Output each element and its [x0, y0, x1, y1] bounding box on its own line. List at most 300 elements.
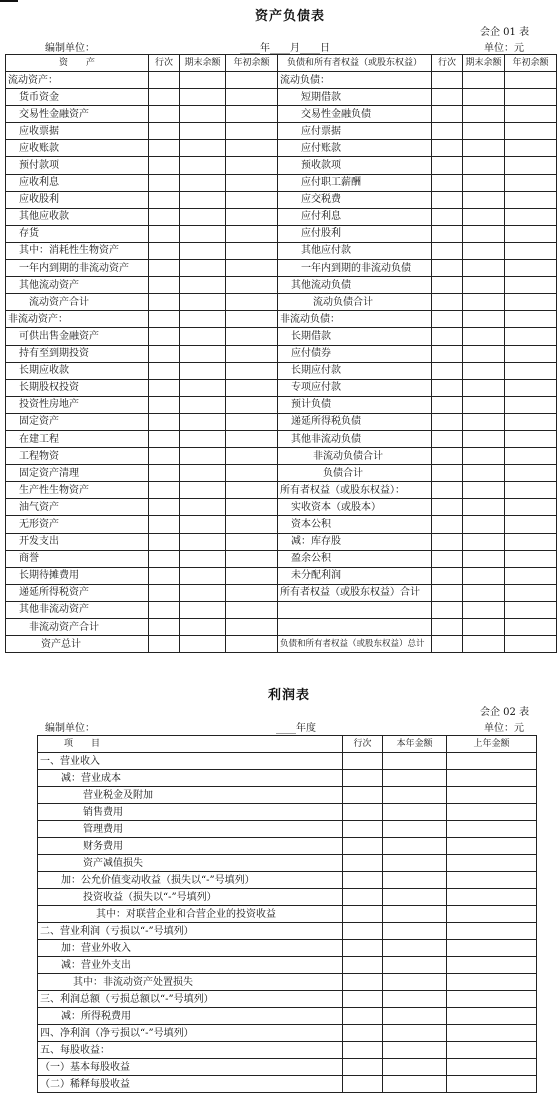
line-no-cell: [343, 838, 383, 855]
table-row: [38, 753, 537, 770]
liability-item-label: 实收资本（或股本）: [278, 499, 432, 516]
current-year-amount-cell: [383, 991, 447, 1008]
income-item-label: 其中：对联营企业和合营企业的投资收益: [38, 906, 343, 923]
asset-closing-balance-cell: [180, 72, 226, 89]
asset-closing-balance-cell: [180, 601, 226, 618]
liability-closing-balance-cell: [463, 311, 505, 328]
asset-opening-balance-cell: [226, 311, 278, 328]
asset-closing-balance-cell: [180, 311, 226, 328]
asset-item-label: 流动资产：: [6, 72, 149, 89]
balance-sheet-table: [5, 54, 557, 653]
liability-opening-balance-cell: [505, 601, 557, 618]
asset-line-no-cell: [149, 601, 180, 618]
asset-item-label: 存货: [6, 225, 149, 242]
current-year-amount-cell: [383, 1042, 447, 1059]
line-no-cell: [343, 770, 383, 787]
asset-opening-balance-cell: [226, 533, 278, 550]
liability-opening-balance-cell: [505, 533, 557, 550]
current-year-amount-cell: [383, 855, 447, 872]
liability-line-no-cell: [432, 516, 463, 533]
line-no-cell: [343, 872, 383, 889]
liability-line-no-cell: [432, 448, 463, 465]
income-item-label: 减：所得税费用: [38, 1008, 343, 1025]
asset-line-no-cell: [149, 277, 180, 294]
prior-year-amount-cell: [447, 1025, 537, 1042]
income-item-label: 投资收益（损失以“-”号填列）: [38, 889, 343, 906]
liability-line-no-cell: [432, 311, 463, 328]
liability-closing-balance-cell: [463, 225, 505, 242]
table-row: [6, 157, 557, 174]
liability-opening-balance-cell: [505, 242, 557, 259]
asset-opening-balance-cell: [226, 448, 278, 465]
liability-opening-balance-cell: [505, 430, 557, 447]
liability-opening-balance-cell: [505, 294, 557, 311]
asset-line-no-cell: [149, 362, 180, 379]
current-year-amount-cell: [383, 957, 447, 974]
liability-line-no-cell: [432, 396, 463, 413]
asset-opening-balance-cell: [226, 379, 278, 396]
asset-opening-balance-cell: [226, 516, 278, 533]
table-row: [6, 362, 557, 379]
liability-closing-balance-cell: [463, 550, 505, 567]
table-row: [38, 838, 537, 855]
table-row: [6, 123, 557, 140]
asset-closing-balance-cell: [180, 260, 226, 277]
liability-closing-balance-cell: [463, 277, 505, 294]
asset-closing-balance-cell: [180, 106, 226, 123]
asset-item-label: 货币资金: [6, 89, 149, 106]
liability-closing-balance-cell: [463, 345, 505, 362]
asset-closing-balance-cell: [180, 567, 226, 584]
asset-closing-balance-cell: [180, 379, 226, 396]
liability-closing-balance-cell: [463, 106, 505, 123]
liability-closing-balance-cell: [463, 584, 505, 601]
liability-opening-balance-cell: [505, 328, 557, 345]
table-row: [6, 619, 557, 636]
income-item-label: 减：营业成本: [38, 770, 343, 787]
liability-item-label: 负债和所有者权益（或股东权益）总计: [278, 636, 432, 653]
table-row: [38, 821, 537, 838]
liability-line-no-cell: [432, 482, 463, 499]
asset-opening-balance-cell: [226, 106, 278, 123]
liability-line-no-cell: [432, 208, 463, 225]
table-row: [38, 770, 537, 787]
balance-sheet-title: 资产负债表: [255, 9, 326, 24]
asset-line-no-cell: [149, 174, 180, 191]
asset-closing-balance-cell: [180, 294, 226, 311]
header-line-no: 行次: [149, 55, 180, 72]
line-no-cell: [343, 821, 383, 838]
asset-line-no-cell: [149, 123, 180, 140]
liability-opening-balance-cell: [505, 550, 557, 567]
header-prior-year: 上年金额: [447, 736, 537, 753]
income-item-label: 五、每股收益：: [38, 1042, 343, 1059]
liability-item-label: 所有者权益（或股东权益）合计: [278, 584, 432, 601]
income-item-label: 加：公允价值变动收益（损失以“-”号填列）: [38, 872, 343, 889]
liability-item-label: 应付票据: [278, 123, 432, 140]
table-row: [6, 225, 557, 242]
asset-closing-balance-cell: [180, 465, 226, 482]
table-row: [6, 413, 557, 430]
liability-opening-balance-cell: [505, 260, 557, 277]
asset-item-label: 一年内到期的非流动资产: [6, 260, 149, 277]
asset-opening-balance-cell: [226, 345, 278, 362]
asset-line-no-cell: [149, 157, 180, 174]
liability-item-label: 应付账款: [278, 140, 432, 157]
asset-opening-balance-cell: [226, 208, 278, 225]
table-row: [6, 174, 557, 191]
prior-year-amount-cell: [447, 1008, 537, 1025]
asset-item-label: 其他流动资产: [6, 277, 149, 294]
income-statement-title: 利润表: [268, 688, 311, 703]
liability-item-label: [278, 601, 432, 618]
table-row: [6, 448, 557, 465]
balance-sheet-form-code: 会企 01 表: [480, 27, 530, 38]
asset-item-label: 资产总计: [6, 636, 149, 653]
liability-line-no-cell: [432, 567, 463, 584]
table-row: [38, 974, 537, 991]
current-year-amount-cell: [383, 1059, 447, 1076]
prior-year-amount-cell: [447, 787, 537, 804]
income-statement-unit: 单位：元: [484, 723, 524, 734]
table-row: [38, 991, 537, 1008]
liability-closing-balance-cell: [463, 208, 505, 225]
liability-closing-balance-cell: [463, 413, 505, 430]
line-no-cell: [343, 1059, 383, 1076]
asset-line-no-cell: [149, 72, 180, 89]
asset-opening-balance-cell: [226, 636, 278, 653]
liability-line-no-cell: [432, 636, 463, 653]
asset-closing-balance-cell: [180, 584, 226, 601]
asset-line-no-cell: [149, 413, 180, 430]
liability-opening-balance-cell: [505, 191, 557, 208]
income-statement-table: [37, 735, 537, 1093]
asset-line-no-cell: [149, 106, 180, 123]
asset-item-label: 预付款项: [6, 157, 149, 174]
liability-item-label: 应付债券: [278, 345, 432, 362]
table-row: [6, 208, 557, 225]
asset-line-no-cell: [149, 294, 180, 311]
liability-opening-balance-cell: [505, 106, 557, 123]
header-opening-balance: 年初余额: [226, 55, 278, 72]
table-row: [6, 140, 557, 157]
asset-line-no-cell: [149, 379, 180, 396]
liability-opening-balance-cell: [505, 448, 557, 465]
current-year-amount-cell: [383, 804, 447, 821]
table-row: [6, 465, 557, 482]
liability-line-no-cell: [432, 174, 463, 191]
asset-closing-balance-cell: [180, 89, 226, 106]
header-assets: 资 产: [6, 55, 149, 72]
asset-line-no-cell: [149, 260, 180, 277]
asset-closing-balance-cell: [180, 174, 226, 191]
table-row: [6, 396, 557, 413]
liability-opening-balance-cell: [505, 584, 557, 601]
asset-item-label: 生产性生物资产: [6, 482, 149, 499]
asset-closing-balance-cell: [180, 362, 226, 379]
table-row: [38, 1008, 537, 1025]
current-year-amount-cell: [383, 906, 447, 923]
asset-closing-balance-cell: [180, 345, 226, 362]
asset-line-no-cell: [149, 533, 180, 550]
line-no-cell: [343, 991, 383, 1008]
table-row: [6, 311, 557, 328]
asset-line-no-cell: [149, 225, 180, 242]
asset-closing-balance-cell: [180, 225, 226, 242]
prior-year-amount-cell: [447, 770, 537, 787]
table-row: [6, 294, 557, 311]
liability-line-no-cell: [432, 550, 463, 567]
asset-item-label: 工程物资: [6, 448, 149, 465]
asset-item-label: 应收账款: [6, 140, 149, 157]
asset-line-no-cell: [149, 516, 180, 533]
asset-item-label: 可供出售金融资产: [6, 328, 149, 345]
current-year-amount-cell: [383, 923, 447, 940]
asset-line-no-cell: [149, 482, 180, 499]
header-opening-balance: 年初余额: [505, 55, 557, 72]
prior-year-amount-cell: [447, 753, 537, 770]
asset-opening-balance-cell: [226, 89, 278, 106]
asset-item-label: 长期待摊费用: [6, 567, 149, 584]
liability-opening-balance-cell: [505, 123, 557, 140]
liability-closing-balance-cell: [463, 379, 505, 396]
income-item-label: 其中：非流动资产处置损失: [38, 974, 343, 991]
liability-closing-balance-cell: [463, 260, 505, 277]
asset-closing-balance-cell: [180, 533, 226, 550]
liability-line-no-cell: [432, 89, 463, 106]
asset-opening-balance-cell: [226, 601, 278, 618]
asset-closing-balance-cell: [180, 123, 226, 140]
table-row: [6, 277, 557, 294]
asset-closing-balance-cell: [180, 636, 226, 653]
liability-line-no-cell: [432, 157, 463, 174]
table-row: [38, 923, 537, 940]
asset-closing-balance-cell: [180, 157, 226, 174]
liability-line-no-cell: [432, 260, 463, 277]
liability-line-no-cell: [432, 277, 463, 294]
liability-line-no-cell: [432, 465, 463, 482]
table-row: [6, 106, 557, 123]
prior-year-amount-cell: [447, 838, 537, 855]
liability-item-label: 应付股利: [278, 225, 432, 242]
asset-opening-balance-cell: [226, 413, 278, 430]
asset-line-no-cell: [149, 619, 180, 636]
prior-year-amount-cell: [447, 804, 537, 821]
liability-line-no-cell: [432, 123, 463, 140]
prior-year-amount-cell: [447, 1042, 537, 1059]
liability-item-label: 非流动负债合计: [278, 448, 432, 465]
liability-line-no-cell: [432, 345, 463, 362]
liability-item-label: 其他非流动负债: [278, 430, 432, 447]
prior-year-amount-cell: [447, 974, 537, 991]
liability-item-label: 所有者权益（或股东权益）：: [278, 482, 432, 499]
line-no-cell: [343, 855, 383, 872]
liability-item-label: 应付职工薪酬: [278, 174, 432, 191]
asset-item-label: 油气资产: [6, 499, 149, 516]
asset-item-label: 投资性房地产: [6, 396, 149, 413]
table-row: [6, 584, 557, 601]
liability-opening-balance-cell: [505, 499, 557, 516]
income-statement-period: ____年度: [276, 723, 316, 734]
asset-closing-balance-cell: [180, 430, 226, 447]
liability-closing-balance-cell: [463, 430, 505, 447]
asset-line-no-cell: [149, 140, 180, 157]
liability-item-label: 盈余公积: [278, 550, 432, 567]
liability-opening-balance-cell: [505, 379, 557, 396]
liability-item-label: 长期借款: [278, 328, 432, 345]
liability-closing-balance-cell: [463, 636, 505, 653]
table-row: [6, 550, 557, 567]
liability-line-no-cell: [432, 225, 463, 242]
liability-opening-balance-cell: [505, 482, 557, 499]
asset-item-label: 其中：消耗性生物资产: [6, 242, 149, 259]
asset-item-label: 应收利息: [6, 174, 149, 191]
income-item-label: 三、利润总额（亏损总额以“-”号填列）: [38, 991, 343, 1008]
asset-item-label: 非流动资产合计: [6, 619, 149, 636]
liability-opening-balance-cell: [505, 619, 557, 636]
line-no-cell: [343, 974, 383, 991]
income-item-label: 一、营业收入: [38, 753, 343, 770]
liability-opening-balance-cell: [505, 277, 557, 294]
header-liabilities-equity: 负债和所有者权益（或股东权益）: [278, 55, 432, 72]
liability-item-label: 应付利息: [278, 208, 432, 225]
asset-closing-balance-cell: [180, 448, 226, 465]
liability-item-label: 其他应付款: [278, 242, 432, 259]
liability-item-label: 专项应付款: [278, 379, 432, 396]
liability-opening-balance-cell: [505, 140, 557, 157]
asset-item-label: 递延所得税资产: [6, 584, 149, 601]
income-item-label: 管理费用: [38, 821, 343, 838]
asset-line-no-cell: [149, 242, 180, 259]
asset-opening-balance-cell: [226, 362, 278, 379]
liability-closing-balance-cell: [463, 465, 505, 482]
table-row: [38, 1059, 537, 1076]
liability-closing-balance-cell: [463, 89, 505, 106]
header-line-no: 行次: [432, 55, 463, 72]
asset-closing-balance-cell: [180, 499, 226, 516]
table-row: [38, 957, 537, 974]
liability-closing-balance-cell: [463, 619, 505, 636]
liability-line-no-cell: [432, 379, 463, 396]
balance-sheet-unit: 单位：元: [484, 43, 524, 54]
asset-line-no-cell: [149, 345, 180, 362]
asset-line-no-cell: [149, 448, 180, 465]
asset-opening-balance-cell: [226, 328, 278, 345]
asset-item-label: 固定资产清理: [6, 465, 149, 482]
line-no-cell: [343, 1076, 383, 1093]
asset-opening-balance-cell: [226, 584, 278, 601]
asset-opening-balance-cell: [226, 396, 278, 413]
liability-closing-balance-cell: [463, 174, 505, 191]
liability-opening-balance-cell: [505, 516, 557, 533]
line-no-cell: [343, 889, 383, 906]
line-no-cell: [343, 1025, 383, 1042]
table-row: [6, 482, 557, 499]
asset-item-label: 在建工程: [6, 430, 149, 447]
prior-year-amount-cell: [447, 1059, 537, 1076]
liability-line-no-cell: [432, 413, 463, 430]
asset-item-label: 非流动资产：: [6, 311, 149, 328]
liability-closing-balance-cell: [463, 328, 505, 345]
asset-opening-balance-cell: [226, 191, 278, 208]
asset-opening-balance-cell: [226, 294, 278, 311]
corner-mark: [0, 0, 18, 2]
line-no-cell: [343, 753, 383, 770]
income-statement-preparer: 编制单位：: [45, 723, 95, 734]
asset-opening-balance-cell: [226, 465, 278, 482]
liability-opening-balance-cell: [505, 396, 557, 413]
liability-closing-balance-cell: [463, 242, 505, 259]
table-row: [38, 940, 537, 957]
header-line-no: 行次: [343, 736, 383, 753]
asset-closing-balance-cell: [180, 396, 226, 413]
income-item-label: 营业税金及附加: [38, 787, 343, 804]
asset-opening-balance-cell: [226, 225, 278, 242]
asset-line-no-cell: [149, 430, 180, 447]
balance-sheet-preparer: 编制单位：: [45, 43, 95, 54]
liability-line-no-cell: [432, 328, 463, 345]
asset-item-label: 持有至到期投资: [6, 345, 149, 362]
liability-item-label: 预计负债: [278, 396, 432, 413]
line-no-cell: [343, 1008, 383, 1025]
liability-opening-balance-cell: [505, 465, 557, 482]
liability-item-label: 短期借款: [278, 89, 432, 106]
table-row: [6, 72, 557, 89]
asset-closing-balance-cell: [180, 619, 226, 636]
prior-year-amount-cell: [447, 889, 537, 906]
asset-opening-balance-cell: [226, 499, 278, 516]
line-no-cell: [343, 787, 383, 804]
liability-line-no-cell: [432, 619, 463, 636]
table-row: [6, 242, 557, 259]
asset-item-label: 其他应收款: [6, 208, 149, 225]
liability-line-no-cell: [432, 72, 463, 89]
liability-opening-balance-cell: [505, 413, 557, 430]
current-year-amount-cell: [383, 872, 447, 889]
asset-line-no-cell: [149, 550, 180, 567]
liability-closing-balance-cell: [463, 601, 505, 618]
liability-item-label: 长期应付款: [278, 362, 432, 379]
liability-opening-balance-cell: [505, 89, 557, 106]
liability-opening-balance-cell: [505, 174, 557, 191]
table-row: [38, 889, 537, 906]
table-row: [6, 379, 557, 396]
liability-line-no-cell: [432, 294, 463, 311]
liability-opening-balance-cell: [505, 636, 557, 653]
liability-opening-balance-cell: [505, 567, 557, 584]
asset-line-no-cell: [149, 584, 180, 601]
line-no-cell: [343, 923, 383, 940]
liability-line-no-cell: [432, 362, 463, 379]
prior-year-amount-cell: [447, 940, 537, 957]
liability-item-label: 流动负债合计: [278, 294, 432, 311]
asset-opening-balance-cell: [226, 430, 278, 447]
liability-item-label: 应交税费: [278, 191, 432, 208]
current-year-amount-cell: [383, 787, 447, 804]
table-row: [6, 567, 557, 584]
asset-line-no-cell: [149, 465, 180, 482]
liability-closing-balance-cell: [463, 140, 505, 157]
asset-line-no-cell: [149, 567, 180, 584]
liability-line-no-cell: [432, 499, 463, 516]
liability-line-no-cell: [432, 584, 463, 601]
table-row: [6, 345, 557, 362]
asset-closing-balance-cell: [180, 242, 226, 259]
asset-item-label: 固定资产: [6, 413, 149, 430]
line-no-cell: [343, 804, 383, 821]
liability-item-label: 资本公积: [278, 516, 432, 533]
income-item-label: 四、净利润（净亏损以“-”号填列）: [38, 1025, 343, 1042]
